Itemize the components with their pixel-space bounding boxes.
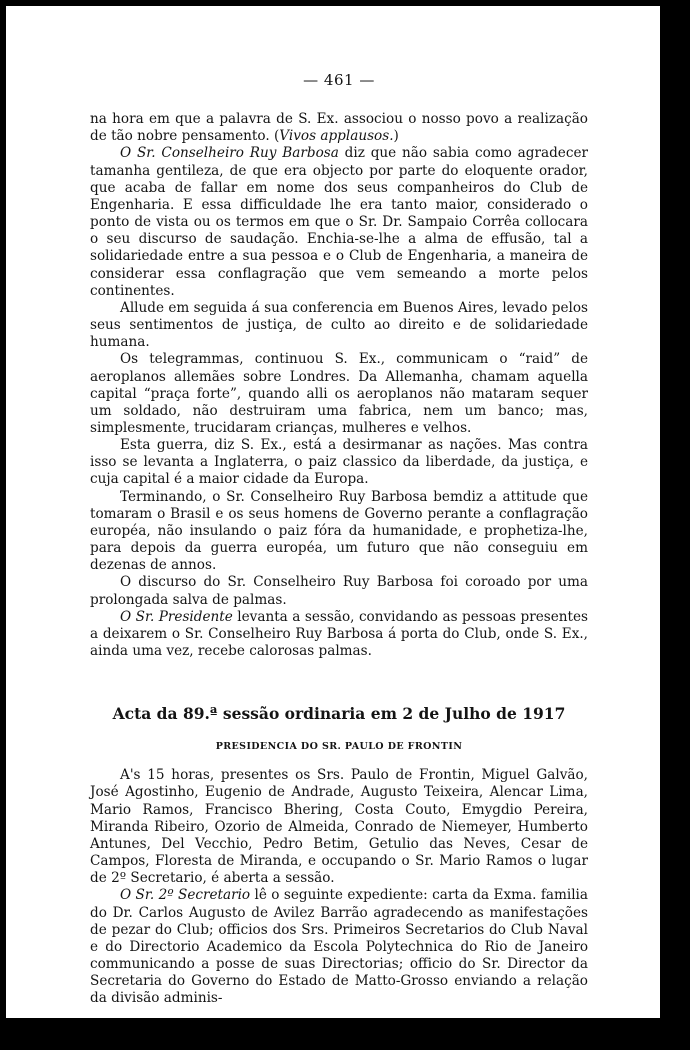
paragraph-text: na hora em que a palavra de S. Ex. associou o nosso povo a realização de tão nobre pensamento. ( (90, 111, 588, 145)
paragraph (90, 887, 588, 1007)
italic-text: O Sr. Presidente (120, 608, 233, 625)
paragraph (90, 300, 588, 351)
document-page (90, 72, 588, 1008)
paragraph (90, 351, 588, 437)
paragraph-text: diz que não sabia como agradecer tamanha gentileza, de que era objecto por parte do eloquente orador, que acaba de fallar em nome dos seus companheiros do Club de Engenharia. E essa difficuldade lhe era tanto maior, considerado o ponto de vista ou os termos em que o Sr. Dr. Sampaio Corrêa collocara o seu discurso de saudação. Enchia-se-lhe a alma de effusão, tal a solidariedade entre a sua pessoa e o Club de Engenharia, a maneira de considerar essa conflagração que vem semeando a morte pelos continentes. (90, 145, 588, 299)
paragraph-text: levanta a sessão, convidando as pessoas presentes a deixarem o Sr. Conselheiro Ruy Barbosa á porta do Club, onde S. Ex., ainda uma vez, recebe calorosas palmas. (90, 608, 588, 659)
italic-text: Vivos applausos. (279, 128, 394, 145)
paragraph-text: Esta guerra, diz S. Ex., está a desirmanar as nações. Mas contra isso se levanta a Inglaterra, o paiz classico da liberdade, da justiça, e cuja capital é a maior cidade da Europa. (90, 437, 588, 488)
paragraph (90, 145, 588, 299)
paragraph (90, 574, 588, 608)
italic-text: O Sr. Conselheiro Ruy Barbosa (120, 145, 339, 162)
paragraph-text: A's 15 horas, presentes os Srs. Paulo de Frontin, Miguel Galvão, José Agostinho, Eugenio de Andrade, Augusto Teixeira, Alencar Lima, Mario Ramos, Francisco Bhering, Costa Couto, Emygdio Pereira, Miranda Ribeiro, Ozorio de Almeida, Conrado de Niemeyer, Humberto Antunes, Del Vecchio, Pedro Betim, Getulio das Neves, Cesar de Campos, Floresta de Miranda, e occupando o Sr. Mario Ramos o lugar de 2º Secretario, é aberta a sessão. (90, 767, 588, 887)
page-number: — 461 — (303, 71, 375, 89)
paragraph-text: Os telegrammas, continuou S. Ex., communicam o “raid” de aeroplanos allemães sobre Londres. Da Allemanha, chamam aquella capital “praça forte”, quando alli os aeroplanos não mataram sequer um soldado, não destruiram uma fabrica, nem um banco; mas, simplesmente, trucidaram crianças, mulheres e velhos. (90, 351, 588, 436)
paragraph-text: O discurso do Sr. Conselheiro Ruy Barbosa foi coroado por uma prolongada salva de palmas. (90, 574, 588, 608)
paragraph (90, 437, 588, 488)
paragraph-text: Allude em seguida á sua conferencia em Buenos Aires, levado pelos seus sentimentos de justiça, de culto ao direito e de solidariedade humana. (90, 299, 588, 351)
italic-text: O Sr. 2º Secretario (120, 887, 251, 904)
minutes-top-text (90, 111, 588, 660)
paragraph-text: Terminando, o Sr. Conselheiro Ruy Barbosa bemdiz a attitude que tomaram o Brasil e os seus homens de Governo perante a conflagração européa, não insulando o paiz fóra da humanidade, e prophetiza-lhe, para depois da guerra européa, um futuro que não conseguiu em dezenas de annos. (90, 488, 588, 574)
paragraph (90, 767, 588, 887)
paragraph (90, 609, 588, 660)
paragraph-text: ) (393, 128, 399, 145)
paragraph (90, 111, 588, 145)
paragraph (90, 489, 588, 575)
section-title: Acta da 89.ª sessão ordinaria em 2 de Julho de 1917 (112, 704, 566, 724)
presidency-line: PRESIDENCIA DO SR. PAULO DE FRONTIN (215, 741, 463, 753)
paragraph-text: lê o seguinte expediente: carta da Exma. familia do Dr. Carlos Augusto de Avilez Barrão agradecendo as manifestações de pezar do Club; officios dos Srs. Primeiros Secretarios do Club Naval e do Directorio Academico da Escola Polytechnica do Rio de Janeiro communicando a posse de suas Directorias; officio do Sr. Director da Secretaria do Governo do Estado de Matto-Grosso enviando a relação da divisão adminis- (90, 887, 588, 1007)
section-gap (90, 660, 588, 704)
minutes-bottom-text (90, 767, 588, 1007)
